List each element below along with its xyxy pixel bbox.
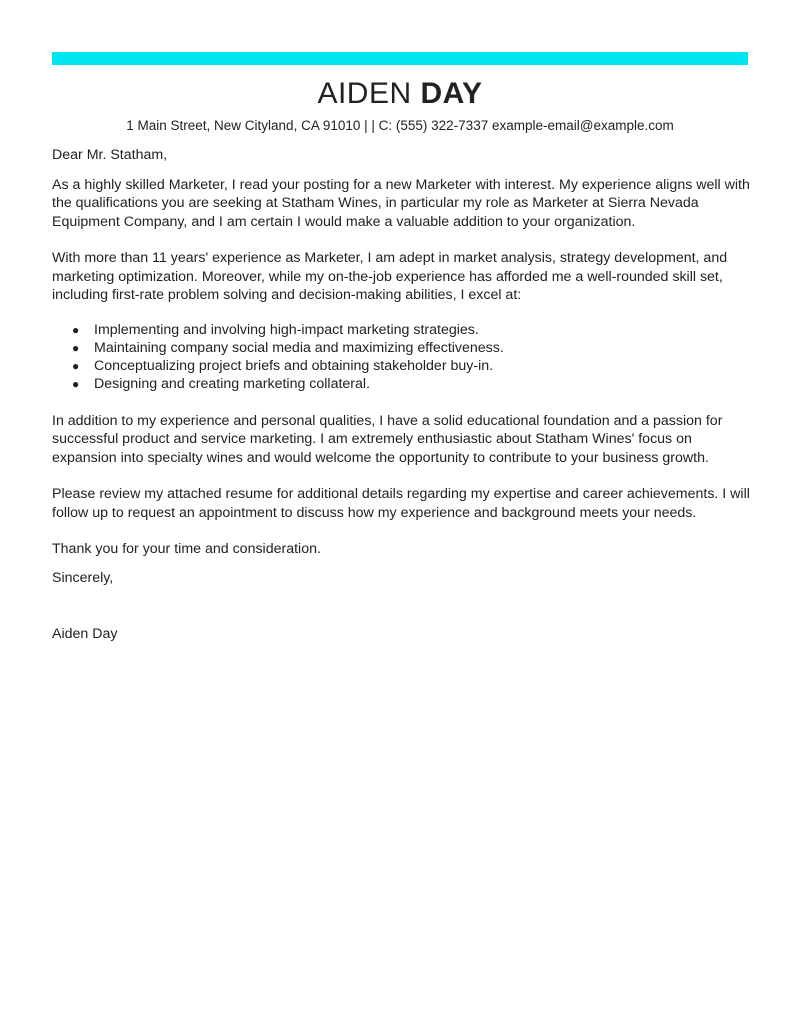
paragraph-experience: With more than 11 years' experience as Marketer, I am adept in market analysis, strategy development, and marketing optimization. Moreover, while my on-the-job experience has afforded me a well-rounded skill set, including first-rate problem solving and decision-making abilities, I excel at: (52, 250, 728, 303)
skill-text: Implementing and involving high-impact marketing strategies. (94, 321, 479, 338)
accent-bar (52, 52, 748, 65)
contact-line: 1 Main Street, New Cityland, CA 91010 | | C: (555) 322-7337 example-email@example.com (126, 118, 674, 133)
bullet-icon: ● (72, 377, 80, 392)
skill-text: Conceptualizing project briefs and obtaining stakeholder buy-in. (94, 358, 494, 375)
applicant-name (0, 76, 800, 112)
skill-text: Maintaining company social media and maximizing effectiveness. (94, 339, 504, 356)
paragraph-intro: As a highly skilled Marketer, I read your posting for a new Marketer with interest. My experience aligns well with the qualifications you are seeking at Statham Wines, in particular my role as Marketer at Sierra Nevada Equipment Company, and I am certain I would make a valuable addition to your organization. (52, 176, 750, 230)
list-item (52, 321, 752, 339)
first-name: AIDEN (317, 77, 412, 110)
list-item (52, 357, 752, 375)
skills-list (52, 321, 752, 394)
skill-text: Designing and creating marketing collateral. (94, 376, 371, 393)
list-item (52, 339, 752, 357)
bullet-icon: ● (72, 340, 80, 355)
list-item (52, 375, 752, 393)
closing: Sincerely, (52, 569, 114, 586)
salutation: Dear Mr. Statham, (52, 147, 168, 163)
last-name: DAY (420, 77, 483, 110)
letter-body (52, 146, 752, 644)
bullet-icon: ● (72, 359, 80, 374)
signature: Aiden Day (52, 626, 118, 643)
thank-you-line: Thank you for your time and consideration. (52, 541, 321, 558)
paragraph-follow-up: Please review my attached resume for additional details regarding my expertise and career achievements. I will follow up to request an appointment to discuss how my experience and background meets your needs. (52, 486, 750, 521)
bullet-icon: ● (72, 322, 80, 337)
paragraph-education: In addition to my experience and personal qualities, I have a solid educational foundation and a passion for successful product and service marketing. I am extremely enthusiastic about Statham Wines' focus on expansion into specialty wines and would welcome the opportunity to contribute to your business growth. (52, 412, 723, 466)
